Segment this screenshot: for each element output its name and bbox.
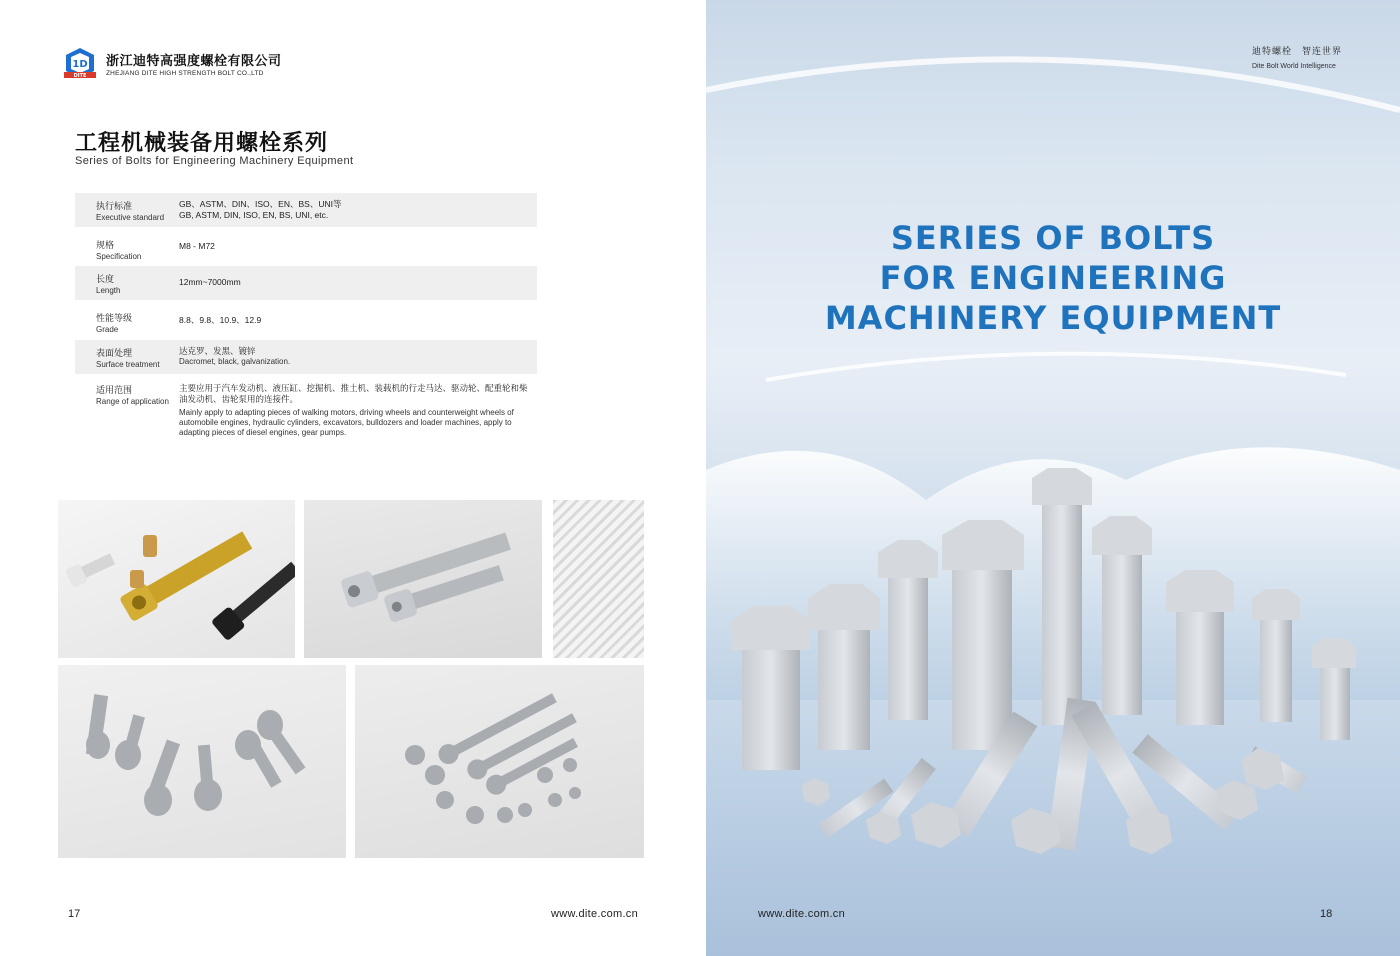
website-link-left[interactable]: www.dite.com.cn [551,908,639,920]
spec-label-cn: 适用范围 [96,385,133,395]
spec-label-en: Specification [96,252,142,261]
spec-table [75,193,537,444]
website-link-right[interactable]: www.dite.com.cn [758,908,846,920]
company-name-en: ZHEJIANG DITE HIGH STRENGTH BOLT CO.,LTD [106,69,264,77]
background-artwork [706,0,1400,956]
tagline [1252,44,1342,70]
tagline-cn: 迪特螺栓 智连世界 [1251,46,1342,56]
page-number-right: 18 [1320,908,1333,920]
product-photo-wheel-studs [58,665,346,858]
spec-label-en: Surface treatment [96,360,160,369]
product-photo-silver-socket-screws [304,500,542,658]
spec-row-grade [75,300,537,340]
spec-value-cn: 达克罗、发黑、镀锌 [179,346,256,356]
dite-logo-icon [62,46,98,80]
spec-label-en: Range of application [96,397,169,406]
decorative-stripes [553,500,644,658]
company-name-cn: 浙江迪特高强度螺栓有限公司 [106,52,282,68]
spec-value-cn: 12mm~7000mm [179,277,241,287]
spec-value-en: Mainly apply to adapting pieces of walking motors, driving wheels and counterweight wheels of automobile engines, hydraulic cylinders, excavators, bulldozers and loader machines, apply to adapting pieces of diesel engines, gear pumps. [179,408,514,437]
right-page [706,0,1400,956]
spec-value-en: GB, ASTM, DIN, ISO, EN, BS, UNI, etc. [179,210,329,220]
hero-line-3: MACHINERY EQUIPMENT [824,299,1282,337]
spec-value-en: Dacromet, black, galvanization. [179,357,291,366]
hero-line-2: FOR ENGINEERING [879,259,1227,297]
spec-label-en: Executive standard [96,213,165,222]
product-photo-socket-bolts-mixed [58,500,295,658]
spec-label-en: Grade [96,325,119,334]
spec-row-specification [75,227,537,266]
spec-row-standard [75,193,537,227]
spec-value-cn: 主要应用于汽车发动机、液压缸、挖掘机、推土机、装载机的行走马达、驱动轮、配重轮和柴油发动机、齿轮泵用的连接件。 [179,383,528,404]
hero-title [706,218,1400,338]
spec-row-surface [75,340,537,374]
svg-text:1D: 1D [72,59,88,70]
spec-value-cn: GB、ASTM、DIN、ISO、EN、BS、UNI等 [179,199,342,209]
svg-text:DITE: DITE [73,73,87,79]
spec-label-en: Length [96,286,121,295]
page-title-cn: 工程机械装备用螺栓系列 [75,130,329,155]
spec-label-cn: 表面处理 [96,348,133,358]
spec-label-cn: 长度 [96,274,115,284]
spec-value-cn: M8 - M72 [179,241,215,251]
page-title-en: Series of Bolts for Engineering Machinery Equipment [75,155,354,167]
spec-label-cn: 执行标准 [96,201,133,211]
hero-line-1: SERIES OF BOLTS [890,219,1216,257]
company-logo [62,46,282,80]
page-number-left: 17 [68,908,81,920]
spec-value-cn: 8.8、9.8、10.9、12.9 [179,315,262,325]
product-photo-flange-bolts [355,665,644,858]
spec-row-application [75,374,537,444]
spec-label-cn: 规格 [96,240,115,250]
spec-label-cn: 性能等级 [96,313,133,323]
tagline-en: Dite Bolt World Intelligence [1251,63,1336,70]
spec-row-length [75,266,537,300]
